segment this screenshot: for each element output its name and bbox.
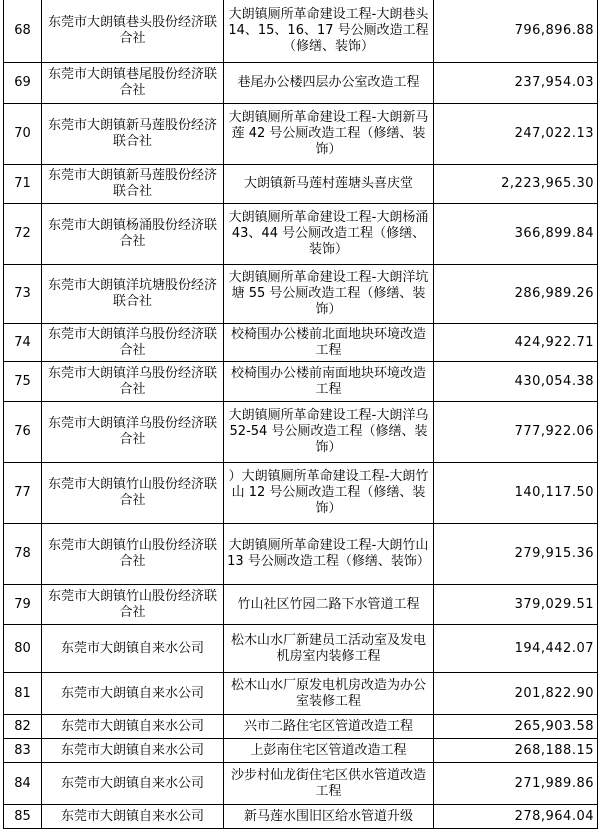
project-name: 沙步村仙龙街住宅区供水管道改造工程	[224, 763, 434, 805]
project-name: 大朗镇厕所革命建设工程-大朗巷头 14、15、16、17 号公厕改造工程（修缮、装饰）	[224, 0, 434, 63]
amount: 796,896.88	[434, 0, 598, 63]
row-number: 73	[4, 265, 42, 324]
row-number: 69	[4, 63, 42, 104]
project-name: 大朗镇厕所革命建设工程-大朗洋坑塘 55 号公厕改造工程（修缮、装饰）	[224, 265, 434, 324]
row-number: 80	[4, 625, 42, 673]
table-row	[4, 524, 598, 585]
table-row	[4, 805, 598, 829]
amount: 430,054.38	[434, 362, 598, 402]
unit-name: 东莞市大朗镇竹山股份经济联合社	[42, 463, 224, 524]
project-name: ）大朗镇厕所革命建设工程-大朗竹山 12 号公厕改造工程（修缮、装饰）	[224, 463, 434, 524]
table-row	[4, 463, 598, 524]
project-table-body	[4, 0, 598, 829]
project-name: 竹山社区竹园二路下水管道工程	[224, 585, 434, 625]
row-number: 70	[4, 104, 42, 165]
project-name: 大朗镇新马莲村莲塘头喜庆堂	[224, 165, 434, 204]
unit-name: 东莞市大朗镇自来水公司	[42, 805, 224, 829]
amount: 379,029.51	[434, 585, 598, 625]
unit-name: 东莞市大朗镇洋乌股份经济联合社	[42, 402, 224, 463]
unit-name: 东莞市大朗镇洋坑塘股份经济联合社	[42, 265, 224, 324]
project-name: 大朗镇厕所革命建设工程-大朗洋乌 52-54 号公厕改造工程（修缮、装饰）	[224, 402, 434, 463]
row-number: 78	[4, 524, 42, 585]
table-row	[4, 265, 598, 324]
project-name: 松木山水厂原发电机房改造为办公室装修工程	[224, 673, 434, 715]
project-name: 新马莲水围旧区给水管道升级	[224, 805, 434, 829]
unit-name: 东莞市大朗镇巷头股份经济联合社	[42, 0, 224, 63]
table-row	[4, 165, 598, 204]
row-number: 81	[4, 673, 42, 715]
amount: 140,117.50	[434, 463, 598, 524]
table-row	[4, 625, 598, 673]
unit-name: 东莞市大朗镇洋乌股份经济联合社	[42, 362, 224, 402]
row-number: 71	[4, 165, 42, 204]
project-name: 松木山水厂新建员工活动室及发电机房室内装修工程	[224, 625, 434, 673]
table-row	[4, 0, 598, 63]
unit-name: 东莞市大朗镇竹山股份经济联合社	[42, 585, 224, 625]
unit-name: 东莞市大朗镇竹山股份经济联合社	[42, 524, 224, 585]
project-name: 巷尾办公楼四层办公室改造工程	[224, 63, 434, 104]
unit-name: 东莞市大朗镇新马莲股份经济联合社	[42, 104, 224, 165]
unit-name: 东莞市大朗镇自来水公司	[42, 763, 224, 805]
row-number: 83	[4, 739, 42, 763]
project-name: 大朗镇厕所革命建设工程-大朗杨涌 43、44 号公厕改造工程（修缮、装饰）	[224, 204, 434, 265]
row-number: 76	[4, 402, 42, 463]
unit-name: 东莞市大朗镇洋乌股份经济联合社	[42, 324, 224, 362]
project-name: 大朗镇厕所革命建设工程-大朗新马莲 42 号公厕改造工程（修缮、装饰）	[224, 104, 434, 165]
table-row	[4, 715, 598, 739]
amount: 201,822.90	[434, 673, 598, 715]
table-row	[4, 585, 598, 625]
amount: 237,954.03	[434, 63, 598, 104]
unit-name: 东莞市大朗镇自来水公司	[42, 739, 224, 763]
project-table	[3, 0, 598, 829]
table-row	[4, 204, 598, 265]
amount: 265,903.58	[434, 715, 598, 739]
table-row	[4, 324, 598, 362]
amount: 278,964.04	[434, 805, 598, 829]
amount: 424,922.71	[434, 324, 598, 362]
amount: 279,915.36	[434, 524, 598, 585]
amount: 286,989.26	[434, 265, 598, 324]
unit-name: 东莞市大朗镇自来水公司	[42, 673, 224, 715]
project-name: 大朗镇厕所革命建设工程-大朗竹山 13 号公厕改造工程（修缮、装饰）	[224, 524, 434, 585]
row-number: 85	[4, 805, 42, 829]
project-name: 校椅围办公楼前北面地块环境改造工程	[224, 324, 434, 362]
row-number: 79	[4, 585, 42, 625]
row-number: 68	[4, 0, 42, 63]
amount: 366,899.84	[434, 204, 598, 265]
unit-name: 东莞市大朗镇巷尾股份经济联合社	[42, 63, 224, 104]
unit-name: 东莞市大朗镇自来水公司	[42, 715, 224, 739]
table-row	[4, 739, 598, 763]
table-row	[4, 402, 598, 463]
amount: 777,922.06	[434, 402, 598, 463]
row-number: 82	[4, 715, 42, 739]
table-row	[4, 673, 598, 715]
row-number: 74	[4, 324, 42, 362]
project-name: 兴市二路住宅区管道改造工程	[224, 715, 434, 739]
table-row	[4, 362, 598, 402]
amount: 2,223,965.30	[434, 165, 598, 204]
project-name: 上彭南住宅区管道改造工程	[224, 739, 434, 763]
row-number: 84	[4, 763, 42, 805]
amount: 247,022.13	[434, 104, 598, 165]
table-row	[4, 763, 598, 805]
row-number: 72	[4, 204, 42, 265]
table-row	[4, 63, 598, 104]
unit-name: 东莞市大朗镇杨涌股份经济联合社	[42, 204, 224, 265]
unit-name: 东莞市大朗镇新马莲股份经济联合社	[42, 165, 224, 204]
amount: 271,989.86	[434, 763, 598, 805]
row-number: 75	[4, 362, 42, 402]
amount: 268,188.15	[434, 739, 598, 763]
table-row	[4, 104, 598, 165]
amount: 194,442.07	[434, 625, 598, 673]
project-name: 校椅围办公楼前南面地块环境改造工程	[224, 362, 434, 402]
unit-name: 东莞市大朗镇自来水公司	[42, 625, 224, 673]
row-number: 77	[4, 463, 42, 524]
